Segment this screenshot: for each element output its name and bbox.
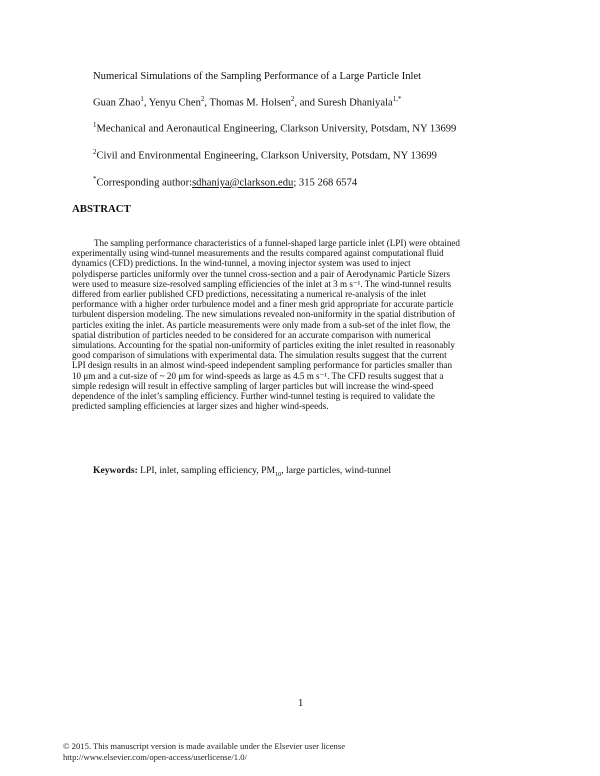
affiliation-mark: 1 bbox=[93, 122, 97, 129]
abstract-line: differed from earlier published CFD predictions, necessitating a numerical re-analysis of the inlet bbox=[72, 289, 427, 300]
abstract-line: turbulent dispersion modeling. The new simulations revealed non-uniformity in the spatial distribution of bbox=[72, 309, 455, 320]
abstract-line: dependence of the inlet’s sampling efficiency. Further wind-tunnel testing is required to validate the bbox=[72, 391, 435, 402]
abstract-line: polydisperse particles uniformly over the tunnel cross-section and a pair of Aerodynamic Particle Sizers bbox=[72, 268, 451, 279]
abstract-line: predicted sampling efficiencies at larger sizes and higher wind-speeds. bbox=[72, 401, 329, 412]
abstract-body bbox=[72, 238, 534, 411]
corresponding-author bbox=[93, 176, 357, 189]
abstract-line: experimentally using wind-tunnel measurements and the results compared against computational fluid bbox=[72, 248, 444, 259]
affiliation-1 bbox=[93, 122, 456, 135]
abstract-line: good comparison of simulations with experimental data. The simulation results suggest that the current bbox=[72, 350, 447, 361]
abstract-line: The sampling performance characteristics of a funnel-shaped large particle inlet (LPI) were obtained bbox=[94, 238, 460, 248]
keywords-line bbox=[93, 465, 391, 478]
abstract-line: dynamics (CFD) predictions. In the wind-tunnel, a moving injector system was used to inject bbox=[72, 258, 411, 269]
affiliation-2 bbox=[93, 149, 437, 162]
paper-title: Numerical Simulations of the Sampling Performance of a Large Particle Inlet bbox=[93, 71, 422, 82]
author-separator: , and bbox=[294, 97, 318, 109]
author-name: Guan Zhao bbox=[93, 97, 141, 109]
keywords-text: LPI, inlet, sampling efficiency, PM bbox=[137, 465, 275, 476]
license-footer bbox=[63, 741, 345, 763]
keywords-text-rest: , large particles, wind-tunnel bbox=[281, 465, 392, 476]
abstract-line: particles exiting the inlet. As particle measurements were only made from a sub-set of the inlet flow, the bbox=[72, 319, 451, 330]
author-affiliation-mark: 2 bbox=[200, 96, 205, 103]
affiliation-text: Mechanical and Aeronautical Engineering, Clarkson University, Potsdam, NY 13699 bbox=[96, 123, 457, 135]
corresponding-email-link[interactable]: sdhaniya@clarkson.edu bbox=[192, 177, 294, 189]
license-url[interactable]: http://www.elsevier.com/open-access/userlicense/1.0/ bbox=[63, 752, 247, 762]
license-text: © 2015. This manuscript version is made available under the Elsevier user license bbox=[63, 741, 346, 751]
abstract-line: LPI design results in an almost wind-speed independent sampling performance for particles smaller than bbox=[72, 360, 453, 371]
author-list bbox=[93, 96, 401, 109]
abstract-line: 10 μm and a cut-size of ~ 20 μm for wind-speeds as large as 4.5 m s⁻¹. The CFD results suggest that a bbox=[72, 370, 444, 381]
author-separator: , bbox=[143, 97, 149, 109]
abstract-line: performance with a higher order turbulence model and a finer mesh grid appropriate for accurate particle bbox=[72, 299, 454, 310]
author-name: Suresh Dhaniyala bbox=[317, 97, 393, 109]
author-separator: , bbox=[204, 97, 210, 109]
author-name: Yenyu Chen bbox=[148, 97, 201, 109]
corresponding-phone: ; 315 268 6574 bbox=[293, 177, 358, 189]
author-affiliation-mark: 1,* bbox=[392, 96, 402, 103]
author-affiliation-mark: 1 bbox=[140, 96, 144, 103]
keywords-label: Keywords: bbox=[93, 465, 138, 476]
keywords-subscript: 10 bbox=[275, 470, 282, 478]
page-number: 1 bbox=[298, 698, 304, 709]
corresponding-label: Corresponding author: bbox=[96, 177, 193, 189]
affiliation-mark: 2 bbox=[93, 149, 97, 156]
author-name: Thomas M. Holsen bbox=[209, 97, 291, 109]
abstract-line: simulations. Accounting for the spatial non-uniformity of particles exiting the inlet resulted in reasonably bbox=[72, 340, 455, 351]
abstract-line: simple redesign will result in effective sampling of larger particles but will increase the wind-speed bbox=[72, 380, 434, 391]
affiliation-text: Civil and Environmental Engineering, Clarkson University, Potsdam, NY 13699 bbox=[96, 150, 437, 162]
abstract-heading: ABSTRACT bbox=[72, 203, 131, 215]
corresponding-mark: * bbox=[93, 176, 97, 183]
author-affiliation-mark: 2 bbox=[290, 96, 295, 103]
abstract-line: were used to measure size-resolved sampling efficiencies of the inlet at 3 m s⁻¹. The wind-tunnel results bbox=[72, 278, 452, 289]
abstract-line: spatial distribution of particles needed to be considered for an accurate comparison with numerical bbox=[72, 329, 431, 340]
